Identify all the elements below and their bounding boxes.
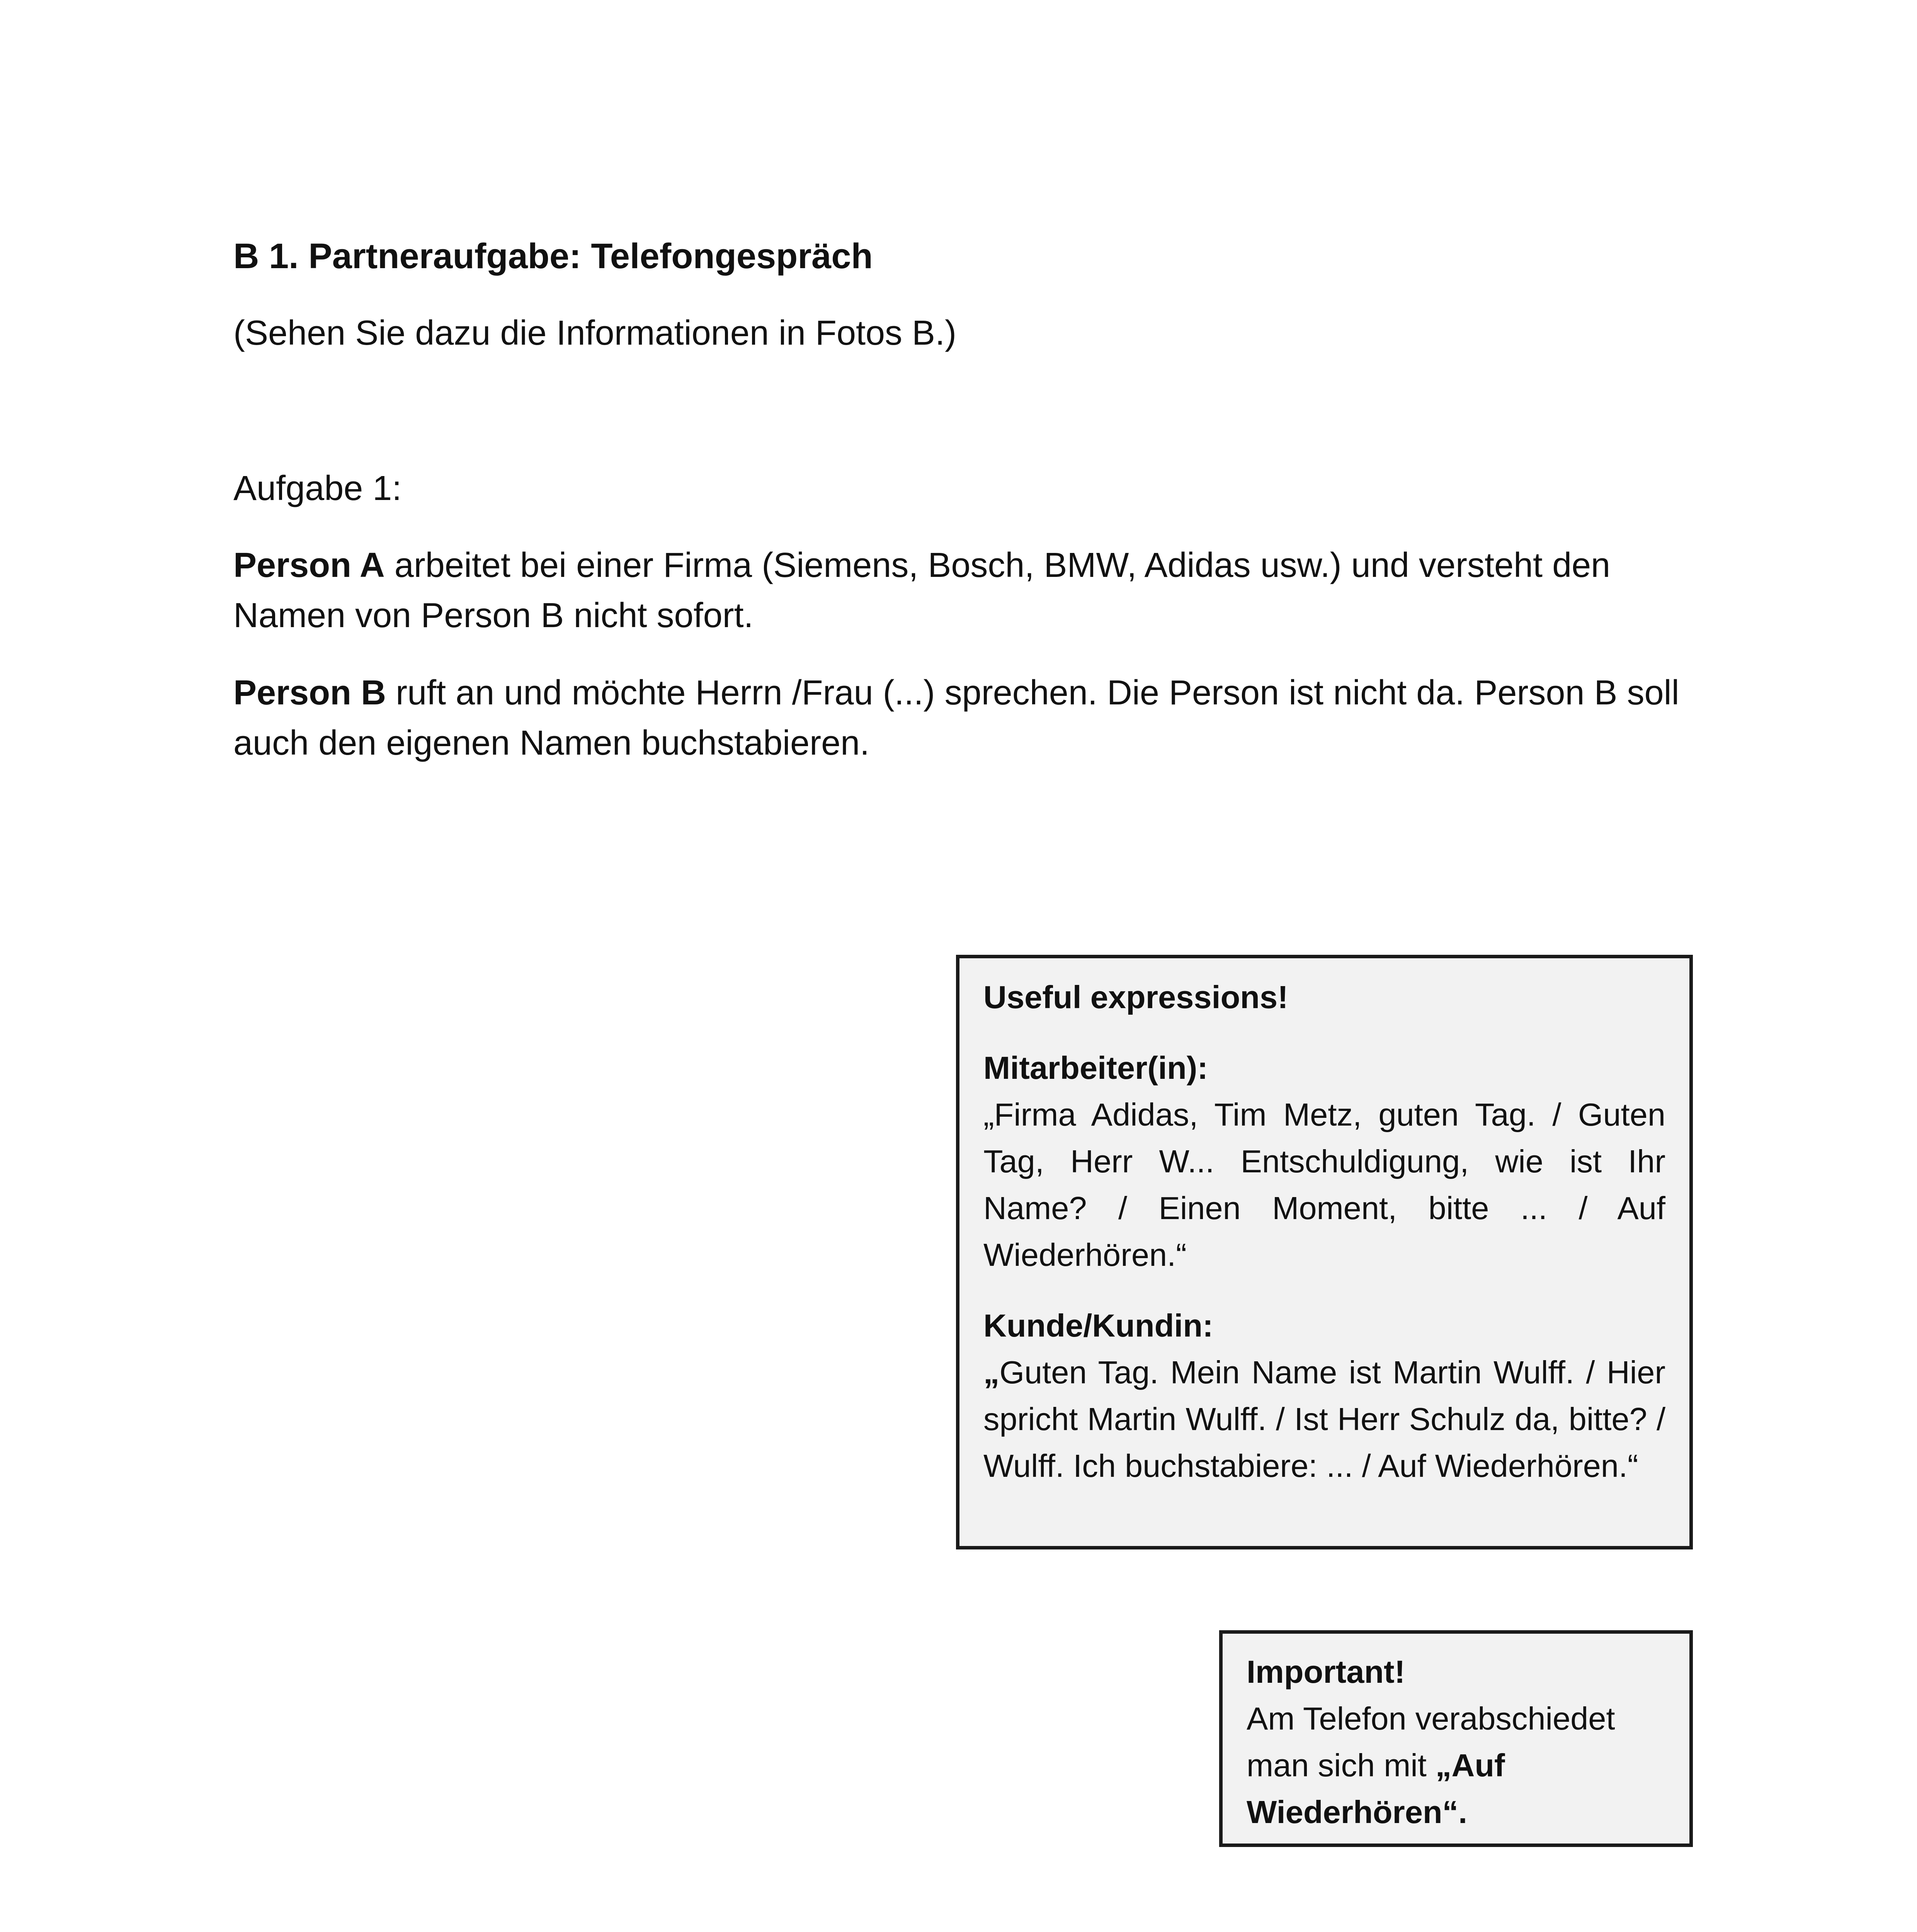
customer-text: Guten Tag. Mein Name ist Martin Wulff. / Hier spricht Martin Wulff. / Ist Herr Schulz da, bitte? / Wulff. Ich buchstabiere: ... / Auf Wiederhören.“ [983,1354,1665,1484]
important-box-emphasis: „Auf Wiederhören“. [1247,1747,1505,1830]
useful-expressions-box [956,955,1693,1549]
subheading: (Sehen Sie dazu die Informationen in Fotos B.) [233,314,957,352]
page-heading: B 1. Partneraufgabe: Telefongespräch [233,236,873,276]
person-b-label: Person B [233,673,386,712]
person-b-text: ruft an und möchte Herrn /Frau (...) sprechen. Die Person ist nicht da. Person B soll auch den eigenen Namen buchstabieren. [233,673,1679,762]
task-label: Aufgabe 1: [233,469,402,508]
person-a-paragraph [233,540,1725,641]
customer-quote-mark: „ [983,1354,1000,1390]
useful-box-title: Useful expressions! [983,979,1288,1015]
person-a-label: Person A [233,546,385,585]
person-b-paragraph [233,668,1725,768]
customer-paragraph [983,1349,1665,1489]
important-box-text: Am Telefon verabschiedet man sich mit [1247,1701,1615,1783]
important-box [1219,1630,1693,1847]
important-box-title: Important! [1247,1654,1405,1690]
important-box-paragraph [1247,1695,1665,1835]
customer-label: Kunde/Kundin: [983,1308,1213,1344]
employee-text: „Firma Adidas, Tim Metz, guten Tag. / Guten Tag, Herr W... Entschuldigung, wie ist Ihr Name? / Einen Moment, bitte ... / Auf Wiederhören.“ [983,1097,1665,1273]
employee-label: Mitarbeiter(in): [983,1050,1208,1086]
person-a-text: arbeitet bei einer Firma (Siemens, Bosch, BMW, Adidas usw.) und versteht den Namen von Person B nicht sofort. [233,546,1611,635]
